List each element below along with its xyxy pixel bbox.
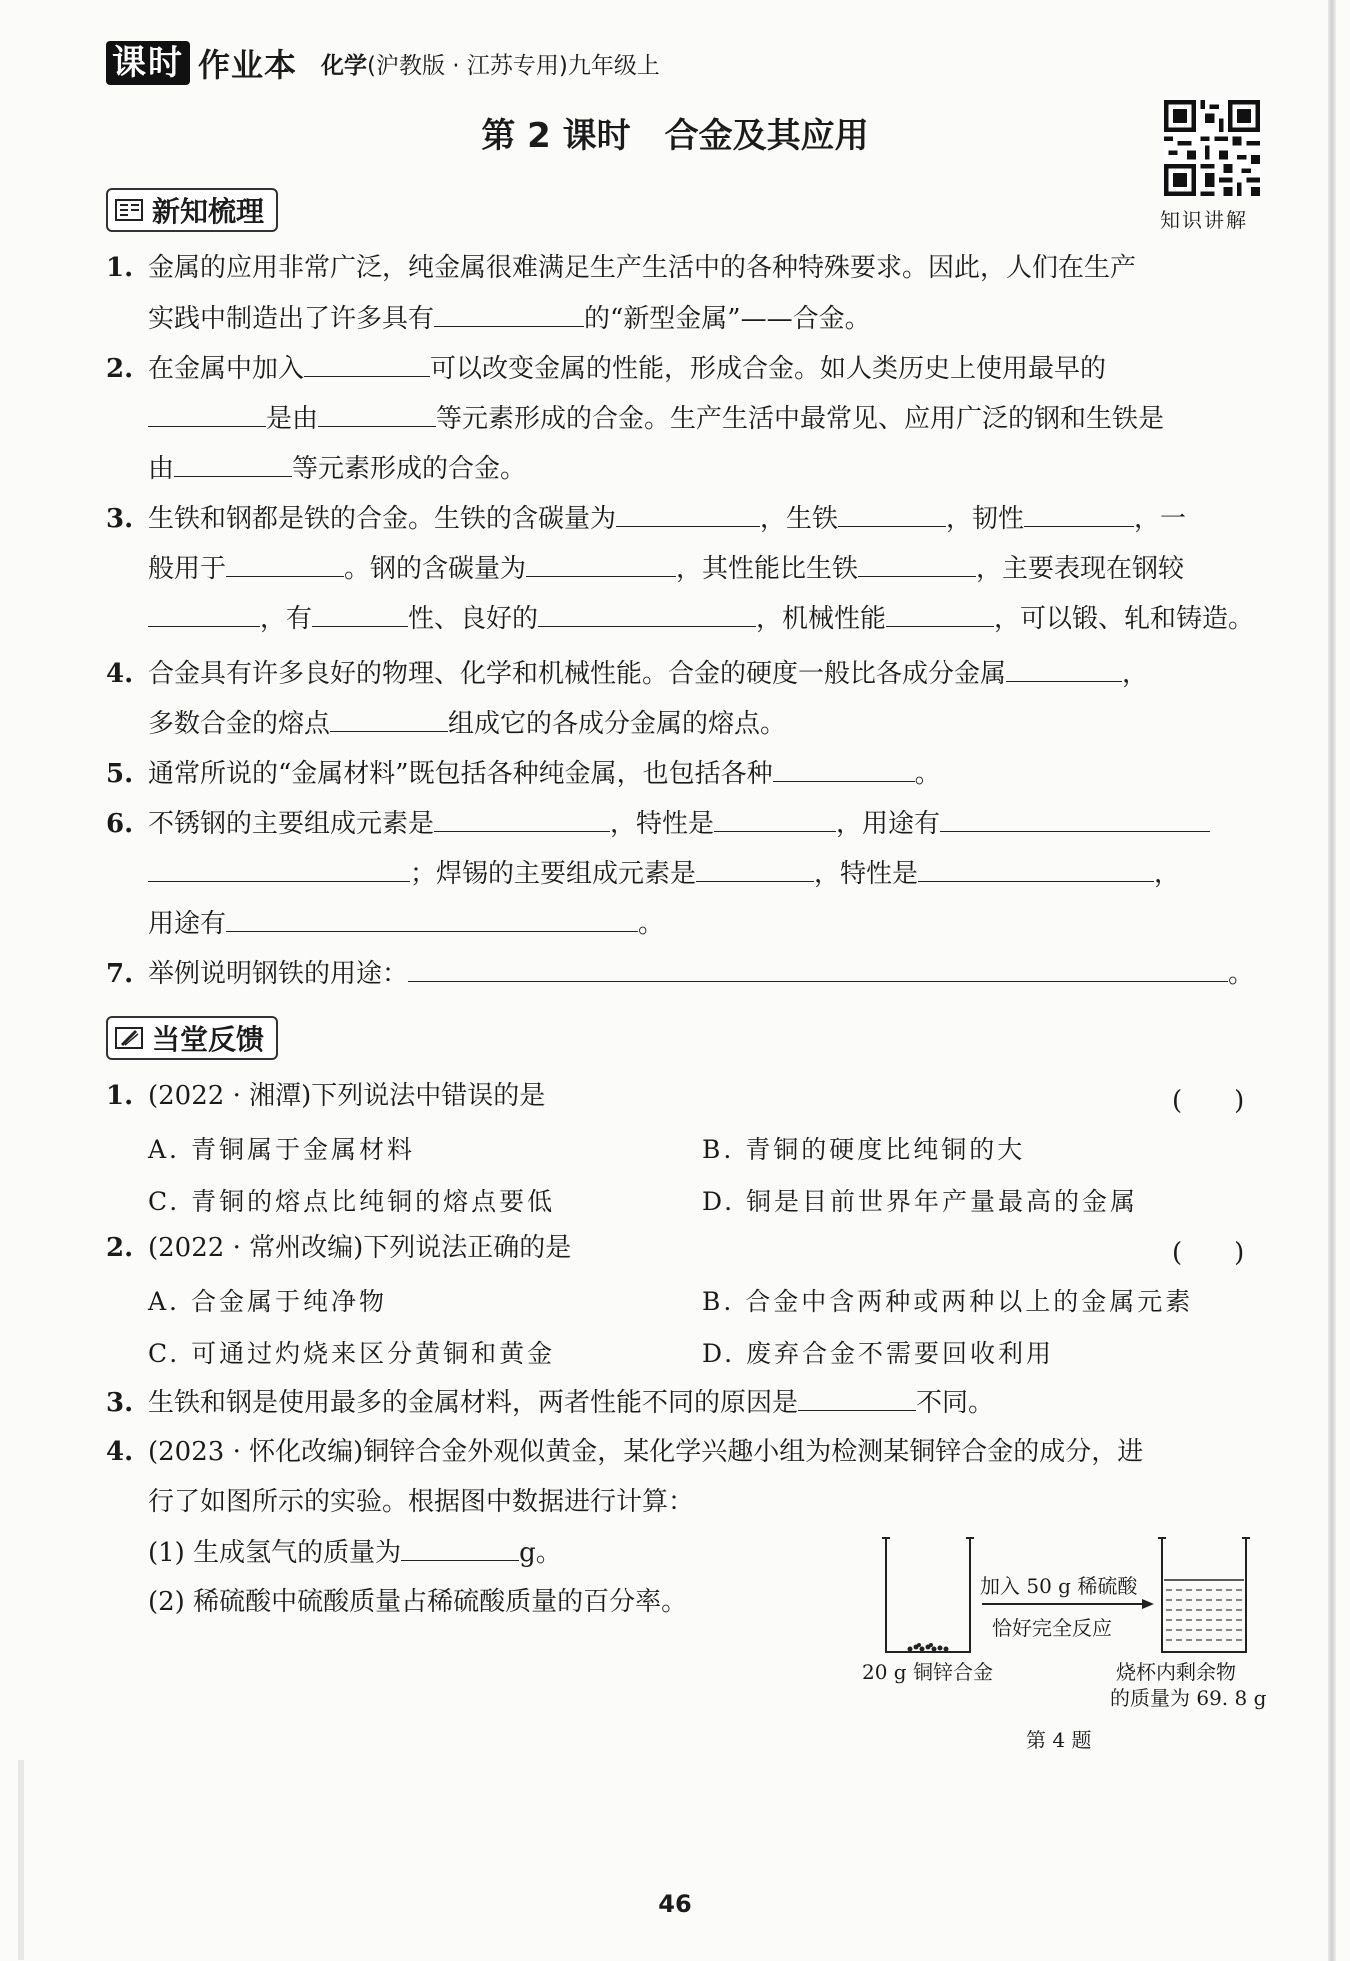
question-1-line-2	[148, 300, 871, 337]
question-text: ，特性是	[814, 859, 919, 889]
section-heading-text: 新知梳理	[152, 195, 265, 228]
option-d[interactable]: D. 废弃合金不需要回收利用	[702, 1339, 1055, 1368]
figure-caption: 第 4 题	[1026, 1728, 1092, 1752]
answer-blank[interactable]	[1006, 655, 1122, 682]
question-number: 1.	[106, 1081, 134, 1111]
answer-blank[interactable]	[174, 450, 292, 477]
question-text: ，	[1154, 859, 1181, 889]
answer-blank[interactable]	[226, 550, 344, 577]
question-text: 。	[638, 909, 665, 939]
option-c[interactable]: C. 青铜的熔点比纯铜的熔点要低	[148, 1187, 556, 1216]
answer-blank[interactable]	[401, 1534, 519, 1561]
page-edge	[1328, 0, 1336, 1961]
question-text: 合金具有许多良好的物理、化学和机械性能。合金的硬度一般比各成分金属	[148, 659, 1007, 689]
lesson-title: 第 2 课时 合金及其应用	[481, 116, 869, 156]
feedback-question-4-sub-1	[148, 1534, 562, 1571]
option-a[interactable]: A. 青铜属于金属材料	[148, 1135, 415, 1164]
alloy-powder	[908, 1643, 949, 1652]
answer-blank[interactable]	[940, 805, 1210, 832]
subject-bold: 化学	[321, 52, 368, 79]
answer-blank[interactable]	[538, 600, 756, 627]
answer-blank[interactable]	[1024, 500, 1134, 527]
arrow-label-top: 加入 50 g 稀硫酸	[980, 1574, 1138, 1598]
question-text: 举例说明钢铁的用途：	[148, 959, 409, 989]
question-text: 组成它的各成分金属的熔点。	[448, 709, 787, 739]
question-text: 用途有	[148, 909, 227, 939]
question-text: 生铁和钢都是铁的合金。生铁的含碳量为	[148, 504, 617, 534]
brand-logo: 课时	[106, 41, 190, 85]
right-beaker	[1162, 1538, 1246, 1652]
question-text: 。钢的含碳量为	[344, 554, 527, 584]
question-text: 可以改变金属的性能，形成合金。如人类历史上使用最早的	[430, 354, 1107, 384]
answer-blank[interactable]	[148, 400, 266, 427]
question-text: g。	[519, 1538, 562, 1568]
option-c[interactable]: C. 可通过灼烧来区分黄铜和黄金	[148, 1339, 556, 1368]
question-3-line-2	[148, 550, 1184, 587]
question-number: 2.	[106, 354, 134, 384]
question-7-line-1	[106, 955, 1254, 992]
brand-name: 作业本	[198, 46, 298, 84]
feedback-question-4-sub-2: (2) 稀硫酸中硫酸质量占稀硫酸质量的百分率。	[148, 1587, 688, 1617]
question-6-line-1	[106, 805, 1210, 842]
option-b[interactable]: B. 青铜的硬度比纯铜的大	[702, 1135, 1026, 1164]
question-number: 4.	[106, 1437, 134, 1467]
answer-blank[interactable]	[918, 855, 1154, 882]
answer-blank[interactable]	[148, 600, 260, 627]
answer-blank[interactable]	[304, 350, 430, 377]
question-1-line-1	[106, 250, 1136, 286]
question-text: 等元素形成的合金。	[292, 454, 527, 484]
pencil-icon	[114, 1025, 144, 1051]
question-number: 5.	[106, 759, 134, 789]
answer-blank[interactable]	[526, 550, 676, 577]
question-text: (2023 · 怀化改编)铜锌合金外观似黄金，某化学兴趣小组为检测某铜锌合金的成分，进	[148, 1437, 1144, 1467]
question-text: ，主要表现在钢较	[976, 554, 1185, 584]
question-6-line-3	[148, 905, 664, 942]
question-2-line-3	[148, 450, 526, 487]
option-a[interactable]: A. 合金属于纯净物	[148, 1287, 387, 1316]
question-text: 在金属中加入	[148, 354, 305, 384]
question-text: ，用途有	[836, 809, 941, 839]
question-text: ，其性能比生铁	[676, 554, 859, 584]
answer-blank[interactable]	[798, 1384, 916, 1411]
page-header	[106, 38, 660, 88]
answer-blank[interactable]	[616, 500, 760, 527]
arrow-label-bottom: 恰好完全反应	[992, 1616, 1112, 1640]
answer-blank[interactable]	[330, 705, 448, 732]
answer-blank[interactable]	[714, 805, 836, 832]
question-5-line-1	[106, 755, 941, 792]
answer-blank[interactable]	[408, 955, 1228, 982]
question-3-line-3	[148, 600, 1254, 637]
question-text: 的“新型金属”——合金。	[584, 304, 871, 334]
question-text: 般用于	[148, 554, 227, 584]
qr-code-icon[interactable]	[1164, 100, 1260, 196]
question-number: 3.	[106, 504, 134, 534]
question-text: 。	[1228, 959, 1255, 989]
answer-blank[interactable]	[312, 600, 408, 627]
feedback-question-1-stem	[106, 1078, 545, 1114]
question-text: 多数合金的熔点	[148, 709, 331, 739]
question-text: 通常所说的“金属材料”既包括各种纯金属，也包括各种	[148, 759, 773, 789]
question-text: ，一	[1134, 504, 1187, 534]
question-text: 性、良好的	[408, 604, 539, 634]
section-heading-new-knowledge	[106, 188, 278, 232]
question-2-line-2	[148, 400, 1164, 437]
question-text: ，	[1122, 659, 1149, 689]
question-text: (2022 · 常州改编)下列说法正确的是	[148, 1233, 572, 1263]
question-text: 是由	[266, 404, 319, 434]
question-text: 金属的应用非常广泛，纯金属很难满足生产生活中的各种特殊要求。因此，人们在生产	[148, 253, 1137, 283]
question-text: ，韧性	[946, 504, 1025, 534]
question-text: (1) 生成氢气的质量为	[148, 1538, 402, 1568]
answer-blank[interactable]	[318, 400, 436, 427]
answer-bracket[interactable]: ( )	[1172, 1238, 1245, 1268]
question-number: 3.	[106, 1388, 134, 1418]
answer-blank[interactable]	[886, 600, 994, 627]
left-beaker-caption: 20 g 铜锌合金	[862, 1660, 993, 1684]
question-text: 等元素形成的合金。生产生活中最常见、应用广泛的钢和生铁是	[436, 404, 1165, 434]
answer-blank[interactable]	[696, 855, 814, 882]
question-number: 4.	[106, 659, 134, 689]
page-number: 46	[658, 1890, 692, 1918]
question-4-line-2	[148, 705, 786, 742]
qr-caption: 知识讲解	[1160, 208, 1248, 232]
answer-blank[interactable]	[773, 755, 915, 782]
question-text: ，可以锻、轧和铸造。	[994, 604, 1255, 634]
experiment-diagram	[862, 1530, 1282, 1750]
question-text: ，机械性能	[756, 604, 887, 634]
question-text: (2022 · 湘潭)下列说法中错误的是	[148, 1081, 546, 1111]
question-text: 生铁和钢是使用最多的金属材料，两者性能不同的原因是	[148, 1388, 799, 1418]
feedback-question-4-line-1	[106, 1434, 1143, 1470]
solution-liquid	[1164, 1580, 1244, 1640]
feedback-question-4-line-2: 行了如图所示的实验。根据图中数据进行计算：	[148, 1487, 695, 1517]
question-text: 。	[914, 759, 941, 789]
question-6-line-2	[148, 855, 1180, 892]
question-text: ，特性是	[610, 809, 715, 839]
answer-blank[interactable]	[858, 550, 976, 577]
right-beaker-caption-1: 烧杯内剩余物	[1116, 1660, 1236, 1684]
feedback-question-3	[106, 1384, 994, 1421]
subject-label	[321, 47, 660, 80]
section-heading-text: 当堂反馈	[152, 1023, 265, 1056]
question-text: ，生铁	[760, 504, 839, 534]
question-4-line-1	[106, 655, 1148, 692]
question-text: 不锈钢的主要组成元素是	[148, 809, 435, 839]
question-text: ；焊锡的主要组成元素是	[410, 859, 697, 889]
question-number: 6.	[106, 809, 134, 839]
answer-blank[interactable]	[434, 300, 584, 327]
question-2-line-1	[106, 350, 1106, 387]
answer-blank[interactable]	[226, 905, 638, 932]
answer-bracket[interactable]: ( )	[1172, 1086, 1245, 1116]
question-number: 7.	[106, 959, 134, 989]
answer-blank[interactable]	[434, 805, 610, 832]
question-3-line-1	[106, 500, 1186, 537]
question-text: 由	[148, 454, 175, 484]
question-text: 实践中制造出了许多具有	[148, 304, 435, 334]
feedback-question-2-stem	[106, 1230, 571, 1266]
question-text: ，有	[260, 604, 313, 634]
question-number: 2.	[106, 1233, 134, 1263]
section-heading-feedback	[106, 1016, 278, 1060]
book-icon	[114, 197, 144, 223]
question-number: 1.	[106, 253, 134, 283]
question-text: 不同。	[916, 1388, 995, 1418]
answer-blank[interactable]	[838, 500, 946, 527]
subject-edition: (沪教版 · 江苏专用)九年级上	[367, 52, 660, 79]
answer-blank[interactable]	[148, 855, 410, 882]
right-beaker-caption-2: 的质量为 69. 8 g	[1110, 1686, 1267, 1710]
page-edge-left	[18, 1760, 24, 1960]
left-beaker	[886, 1538, 970, 1652]
option-b[interactable]: B. 合金中含两种或两种以上的金属元素	[702, 1287, 1194, 1316]
option-d[interactable]: D. 铜是目前世界年产量最高的金属	[702, 1187, 1139, 1216]
